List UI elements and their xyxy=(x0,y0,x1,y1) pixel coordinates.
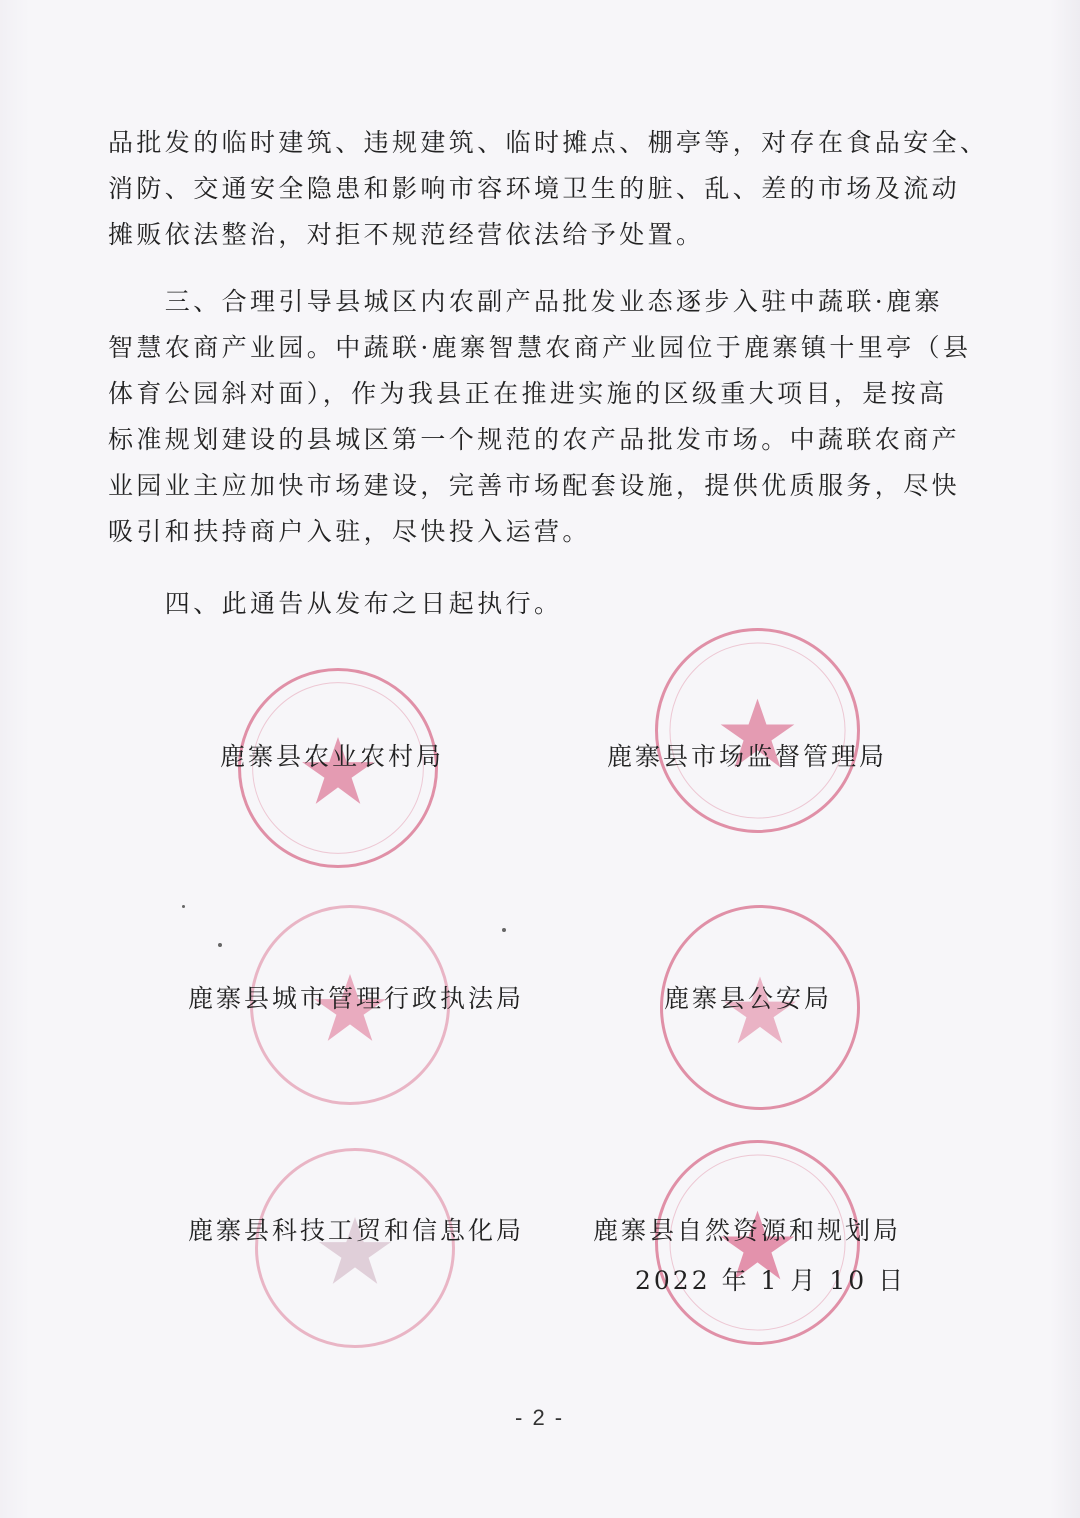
signatory-natural-resources: 鹿寨县自然资源和规划局 xyxy=(593,1216,902,1245)
signatory-public-security: 鹿寨县公安局 xyxy=(664,984,833,1013)
seal-star-icon xyxy=(658,631,857,830)
official-seal-market-supervision xyxy=(655,628,860,833)
speck xyxy=(182,905,185,908)
page-number: - 2 - xyxy=(515,1405,565,1430)
text-line: 业园业主应加快市场建设，完善市场配套设施，提供优质服务，尽快 xyxy=(108,471,961,500)
text-line: 消防、交通安全隐患和影响市容环境卫生的脏、乱、差的市场及流动 xyxy=(108,174,961,203)
text-line: 体育公园斜对面），作为我县正在推进实施的区级重大项目，是按高 xyxy=(108,379,948,408)
text-line: 品批发的临时建筑、违规建筑、临时摊点、棚亭等，对存在食品安全、 xyxy=(108,128,989,157)
text-line: 四、此通告从发布之日起执行。 xyxy=(108,589,563,618)
signatory-urban-management: 鹿寨县城市管理行政执法局 xyxy=(188,984,525,1013)
issue-date: 2022 年 1 月 10 日 xyxy=(635,1266,907,1295)
signatory-science-trade: 鹿寨县科技工贸和信息化局 xyxy=(188,1216,525,1245)
speck xyxy=(218,943,222,947)
text-line: 摊贩依法整治，对拒不规范经营依法给予处置。 xyxy=(108,220,705,249)
paragraph-continued xyxy=(108,120,998,258)
text-line: 标准规划建设的县城区第一个规范的农产品批发市场。中蔬联农商产 xyxy=(108,425,961,454)
seal-star-icon xyxy=(258,1151,452,1345)
text-line: 智慧农商产业园。中蔬联·鹿寨智慧农商产业园位于鹿寨镇十里亭（县 xyxy=(108,333,972,362)
official-seal-science-trade xyxy=(255,1148,455,1348)
signatory-agriculture: 鹿寨县农业农村局 xyxy=(220,742,445,771)
text-line: 三、合理引导县城区内农副产品批发业态逐步入驻中蔬联·鹿寨 xyxy=(108,287,943,316)
speck xyxy=(502,928,506,932)
paragraph-four xyxy=(108,581,998,627)
signatory-market-supervision: 鹿寨县市场监督管理局 xyxy=(607,742,888,771)
text-line: 吸引和扶持商户入驻，尽快投入运营。 xyxy=(108,517,591,546)
paragraph-three xyxy=(108,279,998,555)
